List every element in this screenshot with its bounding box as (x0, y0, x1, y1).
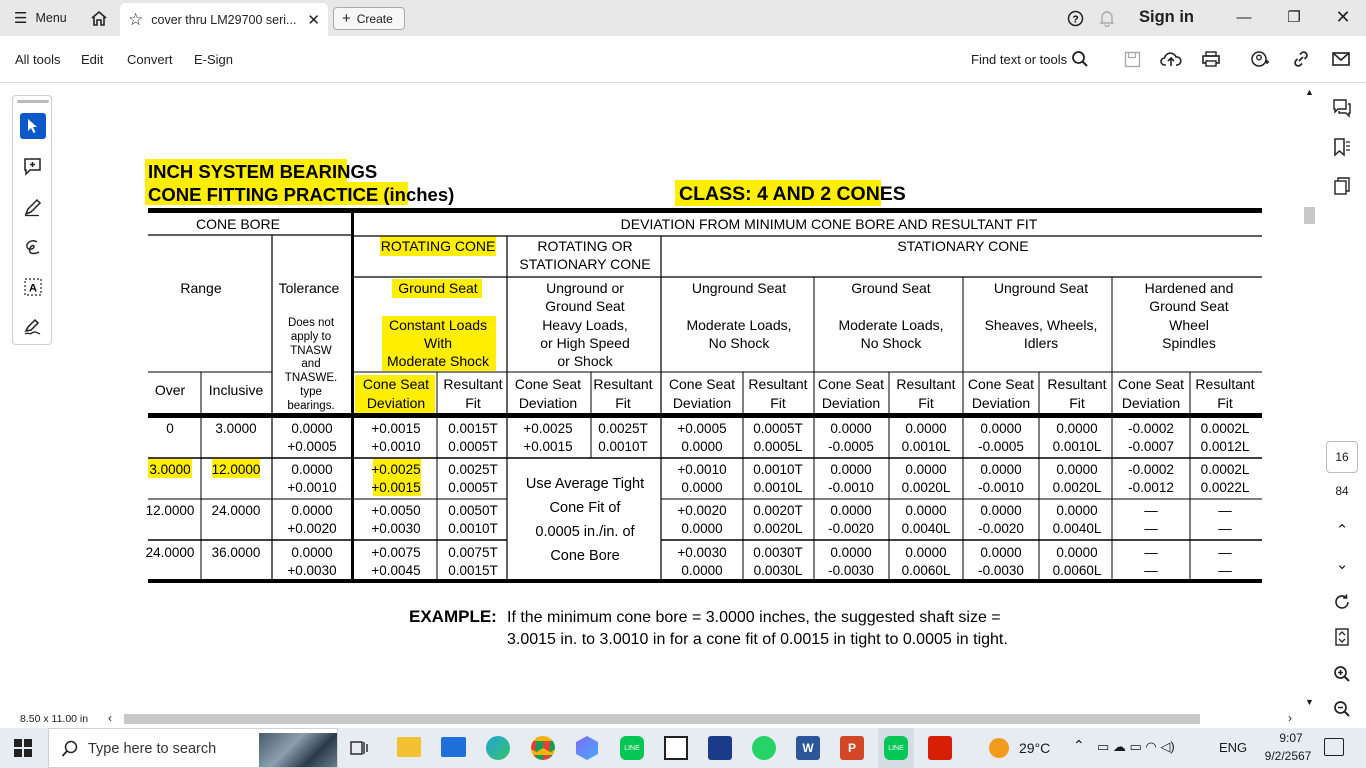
hamburger-icon: ☰ (14, 10, 28, 27)
cell-r3-tol-0: 0.0000 (291, 545, 333, 560)
svg-text:Use Average Tight: Use Average Tight (525, 476, 645, 492)
cell-r3-tol-1: +0.0030 (287, 563, 337, 578)
svg-text:A: A (29, 282, 37, 295)
svg-text:Unground Seat: Unground Seat (993, 280, 1089, 296)
svg-text:Fit: Fit (918, 395, 934, 411)
cell-r1-c4-0: 0.0000 (830, 462, 872, 477)
tab-title: cover thru LM29700 seri... (151, 12, 297, 27)
example-label: EXAMPLE: (409, 607, 497, 626)
cell-r2-c6-1: — (1144, 521, 1158, 536)
vscroll-thumb[interactable] (1304, 207, 1315, 224)
cell-r3-f3-0: 0.0030T (753, 545, 803, 560)
doc-title-line2: CONE FITTING PRACTICE (inches) (148, 184, 455, 205)
taskbar-search-box[interactable] (48, 728, 338, 768)
menu-e-sign[interactable]: E-Sign (194, 52, 234, 67)
cell-r1-f3-1: 0.0010L (753, 480, 803, 495)
cell-r2-f5-1: 0.0040L (1052, 521, 1102, 536)
svg-text:Moderate Loads,: Moderate Loads, (838, 317, 944, 333)
cell-r2-c5-1: -0.0020 (978, 521, 1024, 536)
create-label: Create (356, 11, 393, 26)
cell-r0-c2-0: +0.0025 (523, 421, 573, 436)
svg-text:Fit: Fit (1069, 395, 1085, 411)
cell-r3-c5-0: 0.0000 (980, 545, 1022, 560)
cell-r1-f5-0: 0.0000 (1056, 462, 1098, 477)
hdr-deviation: DEVIATION FROM MINIMUM CONE BORE AND RESULTANT FIT (620, 216, 1038, 232)
cell-r3-f4-1: 0.0060L (901, 563, 951, 578)
svg-text:Deviation: Deviation (971, 395, 1031, 411)
cell-r1-f4-1: 0.0020L (901, 480, 951, 495)
save-icon[interactable] (1121, 49, 1143, 69)
windows-start-icon[interactable] (14, 739, 32, 762)
cell-r3-f5-0: 0.0000 (1056, 545, 1098, 560)
svg-text:Does not: Does not (287, 317, 335, 329)
hscroll-thumb[interactable] (124, 714, 1200, 724)
document-viewport[interactable] (55, 83, 1301, 711)
menu-all-tools[interactable]: All tools (15, 52, 61, 67)
scroll-up-arrow[interactable]: ▲ (1305, 87, 1314, 97)
svg-text:Resultant: Resultant (1195, 376, 1255, 392)
skf-app-icon[interactable] (708, 736, 732, 760)
search-highlight-image (259, 733, 337, 767)
svg-text:type: type (300, 386, 322, 398)
close-window-button[interactable]: ✕ (1335, 6, 1351, 27)
hdr-over: Over (154, 382, 186, 398)
cell-r1-c4-1: -0.0010 (828, 480, 874, 495)
svg-text:Deviation: Deviation (821, 395, 881, 411)
svg-text:Cone Fit of: Cone Fit of (549, 500, 621, 516)
class-label: CLASS: 4 AND 2 CONES (679, 183, 906, 205)
cell-r0-f1-1: 0.0005T (448, 439, 498, 454)
cell-r2-f6-0: — (1218, 503, 1232, 518)
cell-r3-f1-0: 0.0075T (448, 545, 498, 560)
cell-r1-c6-0: -0.0002 (1128, 462, 1174, 477)
cell-r0-c3-0: +0.0005 (677, 421, 727, 436)
cell-r2-c6-0: — (1144, 503, 1158, 518)
cell-r3-over: 24.0000 (145, 545, 195, 560)
cell-r0-f1-0: 0.0015T (448, 421, 498, 436)
cell-r3-f5-1: 0.0060L (1052, 563, 1102, 578)
cell-r0-c1-1: +0.0010 (371, 439, 421, 454)
cell-r2-f1-1: 0.0010T (448, 521, 498, 536)
cell-r2-f5-0: 0.0000 (1056, 503, 1098, 518)
svg-text:Ground Seat: Ground Seat (545, 298, 625, 314)
cell-r2-f6-1: — (1218, 521, 1232, 536)
svg-text:No Shock: No Shock (708, 335, 770, 351)
find-text-or-tools[interactable]: Find text or tools (971, 52, 1068, 67)
link-icon[interactable] (1290, 49, 1312, 69)
menu-convert[interactable]: Convert (127, 52, 173, 67)
cell-r0-f3-0: 0.0005T (753, 421, 803, 436)
g1-b: Constant Loads (388, 317, 488, 333)
cell-r3-c1-1: +0.0045 (371, 563, 421, 578)
cell-r2-f1-0: 0.0050T (448, 503, 498, 518)
cell-r2-c5-0: 0.0000 (980, 503, 1022, 518)
svg-text:Hardened and: Hardened and (1144, 280, 1234, 296)
search-icon[interactable] (1069, 49, 1091, 69)
cell-r1-c6-1: -0.0012 (1128, 480, 1174, 495)
powerpoint-icon[interactable]: P (840, 736, 864, 760)
cell-r0-f4-1: 0.0010L (901, 439, 951, 454)
svg-text:Cone Seat: Cone Seat (362, 376, 430, 392)
cell-r0-c4-1: -0.0005 (828, 439, 874, 454)
edge-browser-icon[interactable] (486, 736, 510, 760)
previous-page-icon[interactable]: ⌃ (1335, 522, 1349, 539)
close-tab-icon[interactable]: ✕ (307, 11, 320, 29)
cell-r0-c2-1: +0.0015 (523, 439, 573, 454)
cell-r3-c6-1: — (1144, 563, 1158, 578)
cell-r0-incl: 3.0000 (215, 421, 257, 436)
svg-text:bearings.: bearings. (287, 400, 335, 412)
cell-r0-c5-0: 0.0000 (980, 421, 1022, 436)
svg-text:TNASW: TNASW (290, 345, 332, 357)
page-fit-icon[interactable] (1331, 626, 1353, 648)
cell-r3-f6-0: — (1218, 545, 1232, 560)
current-page-input[interactable]: 16 (1326, 441, 1358, 473)
cell-r1-c5-0: 0.0000 (980, 462, 1022, 477)
cell-r1-over: 3.0000 (149, 462, 191, 477)
svg-text:Ground Seat: Ground Seat (1149, 298, 1229, 314)
svg-text:Deviation: Deviation (518, 395, 578, 411)
language-indicator[interactable]: ENG (1219, 740, 1248, 755)
cell-r1-c3-1: 0.0000 (681, 480, 723, 495)
svg-text:or High Speed: or High Speed (540, 335, 630, 351)
cell-r0-f2-0: 0.0025T (598, 421, 648, 436)
cell-r2-f3-0: 0.0020T (753, 503, 803, 518)
select-tool-icon[interactable] (20, 113, 46, 139)
g1-a: Ground Seat (398, 280, 478, 296)
hdr-inclusive: Inclusive (208, 382, 264, 398)
cell-r3-f3-1: 0.0030L (753, 563, 803, 578)
home-button[interactable] (90, 9, 110, 27)
temperature[interactable]: 29°C (1019, 740, 1051, 756)
example-line2: 3.0015 in. to 3.0010 in for a cone fit of 0.0015 in tight to 0.0005 in tight. (507, 631, 1008, 648)
text-recognition-icon[interactable] (20, 274, 46, 300)
drag-handle[interactable] (17, 100, 49, 103)
minimize-button[interactable]: — (1236, 8, 1252, 26)
bookmarks-icon[interactable] (1331, 136, 1353, 158)
cell-r0-c6-1: -0.0007 (1128, 439, 1174, 454)
svg-text:Cone Seat: Cone Seat (668, 376, 736, 392)
maximize-button[interactable]: ❐ (1287, 9, 1301, 26)
acrobat-icon[interactable] (928, 736, 952, 760)
notifications-bell-icon[interactable] (1099, 9, 1115, 27)
cell-r1-c1-0: +0.0025 (371, 462, 421, 477)
svg-text:Spindles: Spindles (1162, 335, 1216, 351)
zoom-in-icon[interactable] (1331, 663, 1353, 685)
cell-r0-f3-1: 0.0005L (753, 439, 803, 454)
svg-text:Cone Seat: Cone Seat (967, 376, 1035, 392)
cell-r0-c4-0: 0.0000 (830, 421, 872, 436)
top-toolbar (0, 36, 1366, 83)
cell-r1-c3-0: +0.0010 (677, 462, 727, 477)
cell-r2-c4-1: -0.0020 (828, 521, 874, 536)
sub-headers (363, 376, 1255, 411)
svg-text:Resultant: Resultant (443, 376, 503, 392)
average-fit-note (526, 476, 644, 564)
hdr-cone-bore: CONE BORE (195, 216, 281, 232)
svg-text:Resultant: Resultant (593, 376, 653, 392)
example-line1: If the minimum cone bore = 3.0000 inches, the suggested shaft size = (507, 609, 1001, 626)
svg-text:Fit: Fit (1217, 395, 1233, 411)
cell-r3-c1-0: +0.0075 (371, 545, 421, 560)
svg-text:Idlers: Idlers (1023, 335, 1059, 351)
zoom-out-icon[interactable] (1331, 698, 1353, 720)
svg-text:Heavy Loads,: Heavy Loads, (542, 317, 628, 333)
cell-r2-c1-1: +0.0030 (371, 521, 421, 536)
svg-text:Ground Seat: Ground Seat (851, 280, 931, 296)
tolerance-note (285, 317, 337, 412)
task-view-icon[interactable] (349, 738, 369, 763)
app-hex-icon[interactable] (576, 736, 598, 760)
help-icon[interactable] (1067, 10, 1084, 27)
menu-edit[interactable]: Edit (81, 52, 104, 67)
cell-r0-c1-0: +0.0015 (371, 421, 421, 436)
hdr-rotating-cone: ROTATING CONE (380, 238, 496, 254)
cell-r2-f4-0: 0.0000 (905, 503, 947, 518)
pages-thumbnails-icon[interactable] (1331, 175, 1353, 197)
clock-time[interactable]: 9:07 (1279, 731, 1303, 745)
pdf-page (55, 83, 1301, 711)
draw-pen-icon[interactable] (20, 194, 46, 220)
cell-r3-c5-1: -0.0030 (978, 563, 1024, 578)
cell-r2-tol-0: 0.0000 (291, 503, 333, 518)
vertical-scrollbar[interactable] (1301, 83, 1318, 711)
line-app-active-tile[interactable] (878, 728, 914, 768)
cell-r1-f4-0: 0.0000 (905, 462, 947, 477)
svg-text:or Shock: or Shock (557, 353, 613, 369)
cell-r1-incl: 12.0000 (211, 462, 261, 477)
horizontal-scrollbar[interactable] (0, 711, 1318, 727)
cell-r1-tol-1: +0.0010 (287, 480, 337, 495)
svg-text:TNASWE.: TNASWE. (284, 372, 338, 384)
right-panel (1318, 83, 1366, 725)
left-quick-tools (12, 95, 52, 345)
cell-r0-over: 0 (166, 421, 174, 436)
hdr-stationary-cone: STATIONARY CONE (897, 238, 1029, 254)
cell-r0-tol-1: +0.0005 (287, 439, 337, 454)
search-placeholder: Type here to search (88, 741, 217, 757)
mail-icon[interactable] (441, 737, 466, 757)
cell-r1-f5-1: 0.0020L (1052, 480, 1102, 495)
cell-r3-f6-1: — (1218, 563, 1232, 578)
svg-text:Unground or: Unground or (546, 280, 624, 296)
rotate-icon[interactable] (1331, 591, 1353, 613)
show-hidden-icons[interactable]: ⌃ (1073, 737, 1085, 753)
scroll-right-arrow[interactable]: › (1288, 711, 1292, 725)
svg-text:Sheaves, Wheels,: Sheaves, Wheels, (984, 317, 1098, 333)
cell-r3-c4-0: 0.0000 (830, 545, 872, 560)
svg-text:Resultant: Resultant (748, 376, 808, 392)
scroll-down-arrow[interactable]: ▼ (1305, 697, 1314, 707)
svg-text:0.0005 in./in. of: 0.0005 in./in. of (535, 524, 635, 540)
cell-r0-c3-1: 0.0000 (681, 439, 723, 454)
scroll-left-arrow[interactable]: ‹ (108, 711, 112, 725)
svg-text:Deviation: Deviation (672, 395, 732, 411)
total-pages: 84 (1335, 484, 1349, 498)
svg-text:Cone Seat: Cone Seat (817, 376, 885, 392)
cell-r1-c5-1: -0.0010 (978, 480, 1024, 495)
home-icon (90, 10, 108, 27)
cell-r0-f6-0: 0.0002L (1200, 421, 1250, 436)
doc-title-line1: INCH SYSTEM BEARINGS (148, 161, 378, 182)
comments-panel-icon[interactable] (1331, 97, 1353, 119)
hdr-rot-or-stat-2: STATIONARY CONE (519, 256, 651, 272)
sign-in-button[interactable]: Sign in (1139, 8, 1194, 26)
cell-r0-f2-1: 0.0010T (598, 439, 648, 454)
cell-r3-c6-0: — (1144, 545, 1158, 560)
cell-r3-c3-0: +0.0030 (677, 545, 727, 560)
svg-text:Cone Bore: Cone Bore (550, 548, 620, 564)
whatsapp-icon[interactable] (752, 736, 776, 760)
cell-r3-c4-1: -0.0030 (828, 563, 874, 578)
cell-r1-tol-0: 0.0000 (291, 462, 333, 477)
print-icon[interactable] (1200, 49, 1222, 69)
windows-taskbar (0, 728, 1366, 768)
cell-r1-f6-1: 0.0022L (1200, 480, 1250, 495)
svg-text:No Shock: No Shock (860, 335, 922, 351)
cell-r2-tol-1: +0.0020 (287, 521, 337, 536)
cell-r3-f4-0: 0.0000 (905, 545, 947, 560)
hdr-tolerance: Tolerance (278, 280, 340, 296)
next-page-icon[interactable]: ⌄ (1335, 556, 1349, 573)
g1-c: With (424, 335, 452, 351)
add-comment-icon[interactable] (20, 154, 46, 180)
cell-r0-f5-1: 0.0010L (1052, 439, 1102, 454)
cell-r3-f1-1: 0.0015T (448, 563, 498, 578)
svg-text:Cone Seat: Cone Seat (514, 376, 582, 392)
svg-text:Deviation: Deviation (366, 395, 426, 411)
line-app-icon[interactable]: LINE (620, 736, 644, 760)
weather-sun-icon[interactable] (989, 738, 1009, 758)
create-button[interactable] (333, 7, 405, 30)
cell-r1-c1-1: +0.0015 (371, 480, 421, 495)
system-tray-icons[interactable]: ▭ ☁ ▭ ◠ ◁) (1097, 739, 1175, 754)
svg-text:Cone Seat: Cone Seat (1117, 376, 1185, 392)
svg-text:Resultant: Resultant (1047, 376, 1107, 392)
svg-text:?: ? (1072, 14, 1079, 26)
cell-r2-f4-1: 0.0040L (901, 521, 951, 536)
svg-text:Fit: Fit (615, 395, 631, 411)
cell-r0-tol-0: 0.0000 (291, 421, 333, 436)
t-app-icon[interactable] (664, 736, 688, 760)
cell-r1-f6-0: 0.0002L (1200, 462, 1250, 477)
svg-text:Moderate Loads,: Moderate Loads, (686, 317, 792, 333)
word-icon[interactable]: W (796, 736, 820, 760)
svg-text:Unground Seat: Unground Seat (691, 280, 787, 296)
cell-r2-incl: 24.0000 (211, 503, 261, 518)
plus-icon: + (342, 10, 351, 27)
cell-r1-f3-0: 0.0010T (753, 462, 803, 477)
hdr-rot-or-stat-1: ROTATING OR (537, 238, 633, 254)
svg-text:Wheel: Wheel (1169, 317, 1209, 333)
svg-text:Resultant: Resultant (896, 376, 956, 392)
menu-label: Menu (35, 11, 67, 25)
notification-center-icon[interactable] (1324, 738, 1344, 756)
cell-r3-incl: 36.0000 (211, 545, 261, 560)
svg-text:Fit: Fit (465, 395, 481, 411)
svg-text:apply to: apply to (290, 331, 332, 343)
star-icon[interactable]: ☆ (128, 9, 144, 29)
cell-r3-c3-1: 0.0000 (681, 563, 723, 578)
cell-r0-c5-1: -0.0005 (978, 439, 1024, 454)
cell-r2-c1-0: +0.0050 (371, 503, 421, 518)
cell-r1-f1-1: 0.0005T (448, 480, 498, 495)
title-bar (0, 0, 1366, 36)
cell-r0-c6-0: -0.0002 (1128, 421, 1174, 436)
clock-date[interactable]: 9/2/2567 (1264, 749, 1312, 763)
freehand-draw-icon[interactable] (20, 234, 46, 260)
svg-text:and: and (301, 358, 321, 370)
email-icon[interactable] (1330, 49, 1352, 69)
search-icon (61, 740, 79, 758)
cell-r2-over: 12.0000 (145, 503, 195, 518)
cell-r0-f5-0: 0.0000 (1056, 421, 1098, 436)
line-app-icon-active: LINE (884, 736, 908, 760)
cell-r2-f3-1: 0.0020L (753, 521, 803, 536)
fill-sign-icon[interactable] (20, 314, 46, 340)
menu-button[interactable] (14, 9, 67, 27)
cell-r0-f6-1: 0.0012L (1200, 439, 1250, 454)
svg-text:Fit: Fit (770, 395, 786, 411)
page-size-label: 8.50 x 11.00 in (20, 713, 89, 725)
cell-r2-c3-1: 0.0000 (681, 521, 723, 536)
g1-d: Moderate Shock (387, 353, 489, 369)
upload-cloud-icon[interactable] (1160, 49, 1182, 69)
svg-text:Deviation: Deviation (1121, 395, 1181, 411)
file-explorer-icon[interactable] (397, 737, 421, 757)
hdr-range: Range (180, 280, 222, 296)
cell-r0-f4-0: 0.0000 (905, 421, 947, 436)
cell-r2-c4-0: 0.0000 (830, 503, 872, 518)
chrome-icon[interactable] (531, 736, 555, 760)
share-user-icon[interactable] (1249, 49, 1271, 69)
cell-r1-f1-0: 0.0025T (448, 462, 498, 477)
cell-r2-c3-0: +0.0020 (677, 503, 727, 518)
document-tab[interactable] (120, 3, 328, 36)
